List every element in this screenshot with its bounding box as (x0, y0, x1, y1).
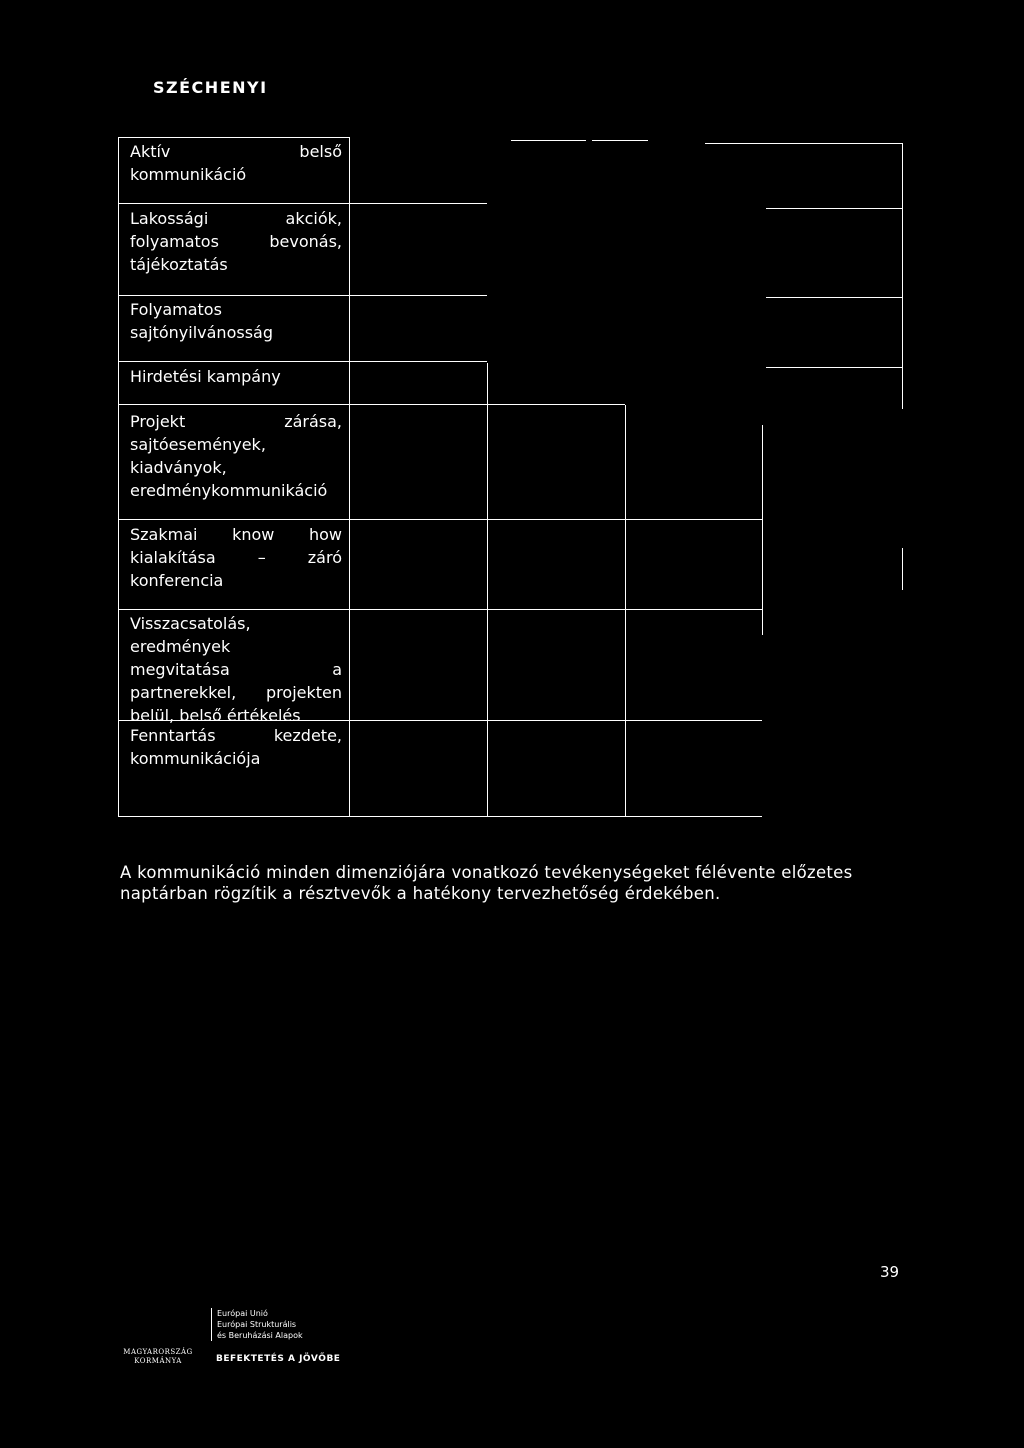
row-divider-1-right (766, 208, 902, 209)
table-top-border (118, 137, 349, 138)
table-right-border-lower (902, 548, 903, 590)
table-right-border-top (902, 143, 903, 409)
table-column-4-border (762, 425, 763, 635)
footer-slogan: BEFEKTETÉS A JÖVŐBE (216, 1354, 341, 1364)
table-label-column-border (349, 137, 350, 817)
table-top-border-segment-3 (592, 140, 648, 141)
table-column-2-border (487, 363, 488, 817)
table-column-3-border (625, 405, 626, 817)
table-top-border-segment-4 (705, 143, 902, 144)
table-row-sustainability: Fenntartás kezdete, kommunikációja (130, 726, 342, 768)
table-row-project-closure: Projekt zárása, sajtóesemények, kiadványok, eredménykommunikáció (130, 412, 342, 500)
body-paragraph: A kommunikáció minden dimenziójára vonatkozó tevékenységeket félévente előzetes naptárban rögzítik a résztvevők a hatékony tervezhetőség érdekében. (120, 863, 853, 903)
table-row-press-publicity: Folyamatos sajtónyilvánosság (130, 300, 273, 342)
table-row-professional-know-how: Szakmai know how kialakítása – záró konferencia (130, 525, 342, 590)
szechenyi-logo-text: SZÉCHENYI (153, 78, 268, 97)
table-bottom-border (118, 816, 762, 817)
page-number: 39 (880, 1263, 900, 1281)
row-divider-4 (118, 404, 625, 405)
row-divider-2-right (766, 297, 902, 298)
table-row-feedback: Visszacsatolás, eredmények megvitatása a partnerekkel, projekten belül, belső értékelés (130, 614, 342, 725)
government-logo-text: MAGYARORSZÁG KORMÁNYA (123, 1348, 193, 1365)
table-left-border (118, 137, 119, 817)
eu-logo-text: Európai Unió Európai Strukturális és Beruházási Alapok (211, 1308, 303, 1341)
row-divider-1 (118, 203, 487, 204)
table-row-public-actions: Lakossági akciók, folyamatos bevonás, tájékoztatás (130, 209, 342, 274)
row-divider-2 (118, 295, 487, 296)
row-divider-6 (118, 609, 762, 610)
row-divider-3 (118, 361, 487, 362)
row-divider-5 (118, 519, 762, 520)
table-top-border-segment-2 (511, 140, 586, 141)
row-divider-3-right (766, 367, 902, 368)
table-row-advertising-campaign: Hirdetési kampány (130, 367, 281, 386)
table-row-active-internal-communication: Aktív belső kommunikáció (130, 142, 342, 184)
